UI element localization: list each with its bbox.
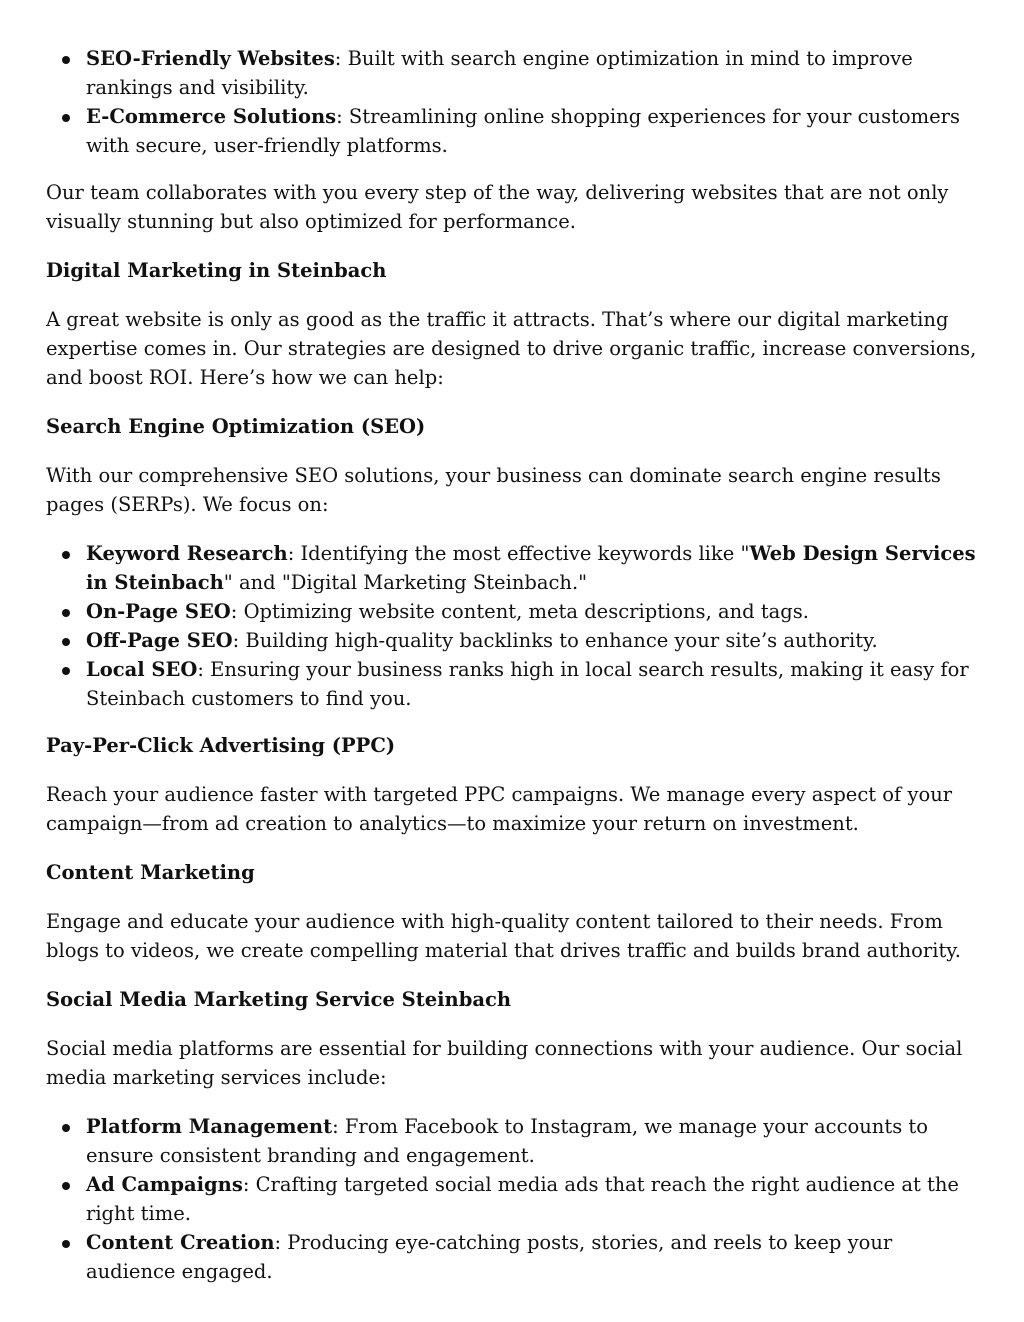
list-item-term: Content Creation [86,1231,275,1254]
list-item-desc: : Crafting targeted social media ads that reach the right audience at the right time. [86,1173,959,1225]
list-item-desc: : Ensuring your business ranks high in local search results, making it easy for Steinbach customers to find you. [86,658,969,710]
list-item-desc: : Optimizing website content, meta descriptions, and tags. [230,600,809,623]
heading-digital-marketing: Digital Marketing in Steinbach [46,259,387,282]
paragraph-social-media: Social media platforms are essential for building connections with your audience. Our social media marketing services include: [46,1037,963,1089]
list-item-ad-campaigns [46,1170,986,1228]
list-item-bold-phrase: Web Design Services in Steinbach [86,542,976,594]
social-services-list [46,1112,986,1286]
paragraph-ppc: Reach your audience faster with targeted PPC campaigns. We manage every aspect of your campaign—from ad creation to analytics—to maximize your return on investment. [46,783,953,835]
heading-seo: Search Engine Optimization (SEO) [46,415,426,438]
seo-focus-list [46,539,986,713]
list-item-desc-after: " and "Digital Marketing Steinbach." [223,571,588,594]
list-item-term: E-Commerce Solutions [86,105,337,128]
list-item-desc: : Producing eye-catching posts, stories, and reels to keep your audience engaged. [86,1231,893,1283]
list-item-platform-management [46,1112,986,1170]
heading-ppc: Pay-Per-Click Advertising (PPC) [46,734,396,757]
paragraph-collaborate: Our team collaborates with you every step of the way, delivering websites that are not only visually stunning but also optimized for performance. [46,181,949,233]
list-item-desc: : Streamlining online shopping experiences for your customers with secure, user-friendly platforms. [86,105,961,157]
list-item-local-seo [46,655,986,713]
list-item-desc: : Built with search engine optimization in mind to improve rankings and visibility. [86,47,913,99]
list-item-on-page-seo [46,597,986,626]
heading-content-marketing: Content Marketing [46,861,255,884]
paragraph-content-marketing: Engage and educate your audience with high-quality content tailored to their needs. From blogs to videos, we create compelling material that drives traffic and builds brand authority. [46,910,961,962]
list-item-desc: : Building high-quality backlinks to enhance your site’s authority. [232,629,878,652]
list-item-term: Platform Management [86,1115,333,1138]
list-item-ecommerce-solutions [46,102,986,160]
list-item-term: Off-Page SEO [86,629,233,652]
list-item-keyword-research [46,539,986,597]
web-services-list [46,44,986,160]
list-item-desc: : From Facebook to Instagram, we manage your accounts to ensure consistent branding and engagement. [86,1115,928,1167]
list-item-desc: : Identifying the most effective keywords like " [287,542,750,565]
list-item-content-creation [46,1228,986,1286]
list-item-term: Ad Campaigns [86,1173,243,1196]
list-item-term: Keyword Research [86,542,288,565]
list-item-term: SEO-Friendly Websites [86,47,335,70]
list-item-term: Local SEO [86,658,198,681]
heading-social-media: Social Media Marketing Service Steinbach [46,988,512,1011]
list-item-seo-friendly-websites [46,44,986,102]
list-item-term: On-Page SEO [86,600,231,623]
list-item-off-page-seo [46,626,986,655]
paragraph-seo: With our comprehensive SEO solutions, your business can dominate search engine results pages (SERPs). We focus on: [46,464,941,516]
paragraph-digital-marketing: A great website is only as good as the traffic it attracts. That’s where our digital marketing expertise comes in. Our strategies are designed to drive organic traffic, increase conversions, and boost ROI. Here’s how we can help: [46,308,977,389]
document-page [46,44,986,1286]
